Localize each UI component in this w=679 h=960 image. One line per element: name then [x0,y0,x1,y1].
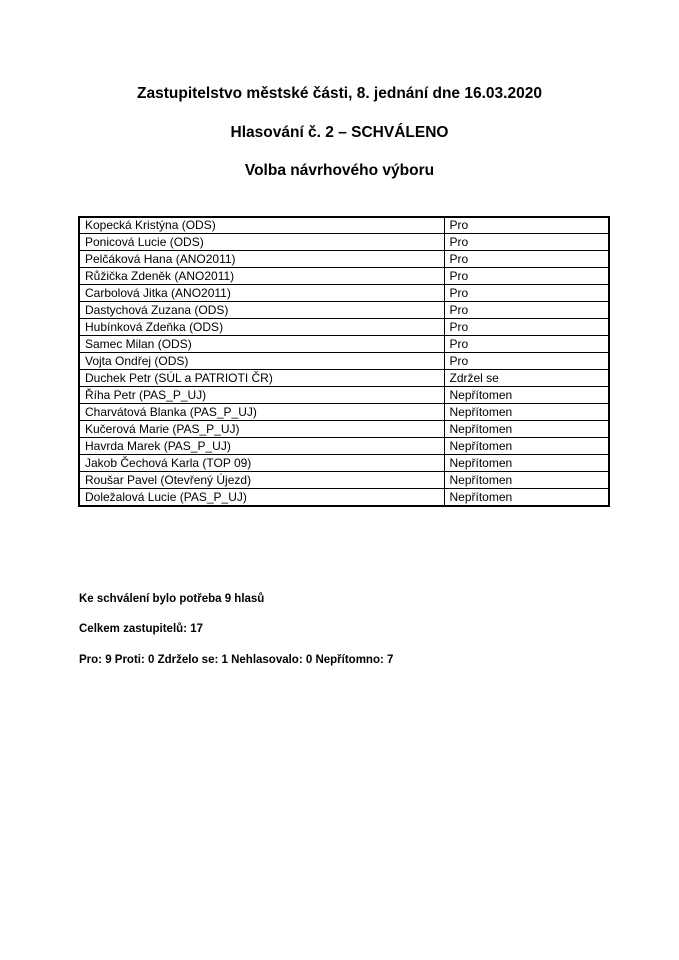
summary-total-members: Celkem zastupitelů: 17 [79,623,203,635]
vote-cell: Nepřítomen [444,472,609,489]
vote-cell: Pro [444,234,609,251]
table-row [79,217,609,234]
member-name-cell: Samec Milan (ODS) [79,336,444,353]
table-row [79,472,609,489]
document-title: Zastupitelstvo městské části, 8. jednání dne 16.03.2020 [137,85,542,102]
vote-cell: Nepřítomen [444,455,609,472]
table-row [79,268,609,285]
vote-cell: Pro [444,251,609,268]
member-name-cell: Roušar Pavel (Otevřený Újezd) [79,472,444,489]
vote-cell: Pro [444,285,609,302]
member-name-cell: Růžička Zdeněk (ANO2011) [79,268,444,285]
vote-table [78,216,610,507]
vote-cell: Pro [444,319,609,336]
vote-cell: Nepřítomen [444,387,609,404]
table-row [79,404,609,421]
member-name-cell: Doležalová Lucie (PAS_P_UJ) [79,489,444,506]
member-name-cell: Charvátová Blanka (PAS_P_UJ) [79,404,444,421]
vote-heading: Hlasování č. 2 – SCHVÁLENO [230,123,449,141]
table-row [79,370,609,387]
table-row [79,234,609,251]
member-name-cell: Hubínková Zdeňka (ODS) [79,319,444,336]
member-name-cell: Jakob Čechová Karla (TOP 09) [79,455,444,472]
vote-cell: Pro [444,353,609,370]
member-name-cell: Kopecká Kristýna (ODS) [79,217,444,234]
member-name-cell: Duchek Petr (SÚL a PATRIOTI ČR) [79,370,444,387]
vote-cell: Nepřítomen [444,489,609,506]
member-name-cell: Pelčáková Hana (ANO2011) [79,251,444,268]
table-row [79,353,609,370]
vote-table-body [79,217,609,506]
summary-results: Pro: 9 Proti: 0 Zdrželo se: 1 Nehlasovalo: 0 Nepřítomno: 7 [79,653,394,666]
member-name-cell: Kučerová Marie (PAS_P_UJ) [79,421,444,438]
vote-cell: Nepřítomen [444,404,609,421]
table-row [79,251,609,268]
vote-cell: Pro [444,336,609,353]
table-row [79,489,609,506]
table-row [79,438,609,455]
member-name-cell: Havrda Marek (PAS_P_UJ) [79,438,444,455]
table-row [79,455,609,472]
vote-cell: Pro [444,302,609,319]
member-name-cell: Vojta Ondřej (ODS) [79,353,444,370]
vote-cell: Pro [444,217,609,234]
table-row [79,319,609,336]
vote-subject: Volba návrhového výboru [244,162,435,179]
table-row [79,302,609,319]
table-row [79,387,609,404]
summary-required-votes: Ke schválení bylo potřeba 9 hlasů [79,592,265,605]
table-row [79,336,609,353]
vote-cell: Pro [444,268,609,285]
table-row [79,285,609,302]
member-name-cell: Dastychová Zuzana (ODS) [79,302,444,319]
vote-cell: Zdržel se [444,370,609,387]
table-row [79,421,609,438]
vote-cell: Nepřítomen [444,421,609,438]
member-name-cell: Říha Petr (PAS_P_UJ) [79,387,444,404]
member-name-cell: Carbolová Jitka (ANO2011) [79,285,444,302]
vote-cell: Nepřítomen [444,438,609,455]
member-name-cell: Ponicová Lucie (ODS) [79,234,444,251]
